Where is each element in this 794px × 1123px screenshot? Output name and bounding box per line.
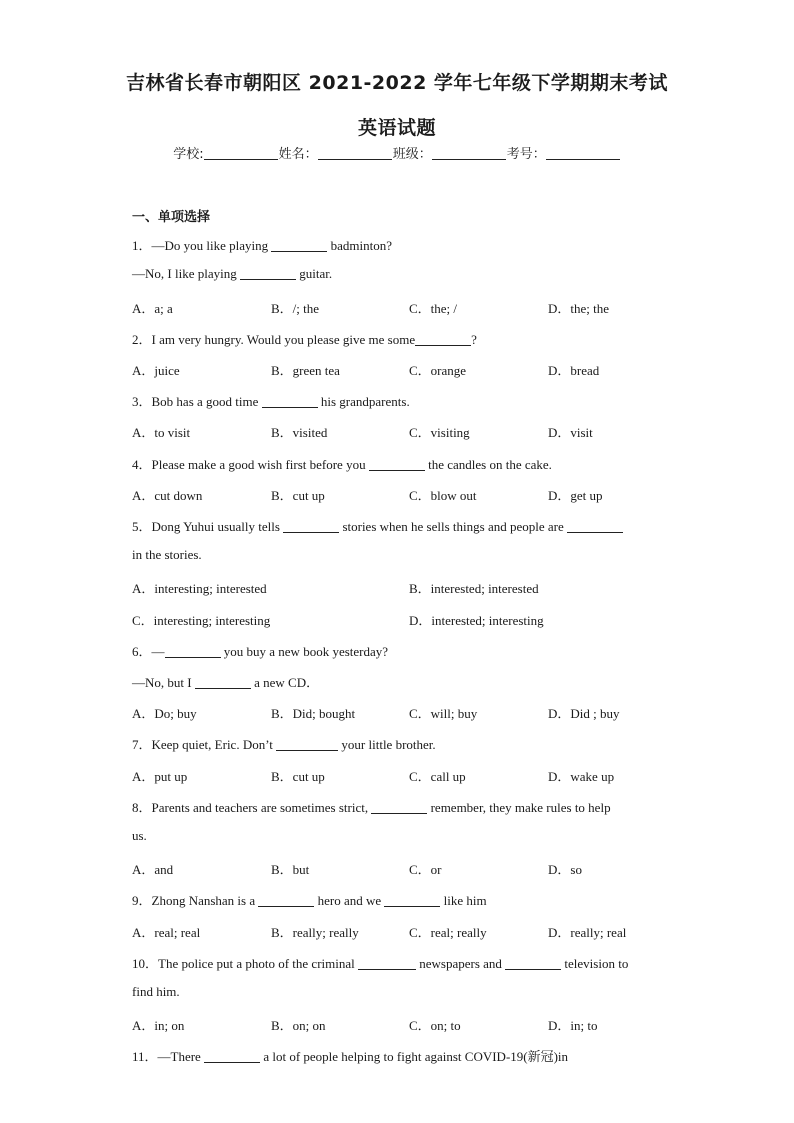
exam-number-label: 考号：	[506, 147, 546, 162]
question-10-option-c: C．on; to	[409, 1018, 461, 1033]
question-9-option-d: D．really; real	[548, 925, 627, 940]
exam-title: 吉林省长春市朝阳区 2021-2022 学年七年级下学期期末考试	[126, 72, 668, 94]
question-2-option-a: A．juice	[132, 363, 180, 378]
question-6-stem: 6．— you buy a new book yesterday?	[132, 644, 389, 659]
question-1-option-b: B．/; the	[271, 301, 320, 316]
answer-blank	[258, 894, 314, 907]
question-7-stem: 7．Keep quiet, Eric. Don’t your little brother.	[132, 737, 436, 752]
question-5-option-a: A．interesting; interested	[132, 581, 267, 596]
question-6-option-d: D．Did ; buy	[548, 706, 620, 721]
question-10-stem: 10．The police put a photo of the criminal newspapers and television to	[132, 956, 629, 971]
question-5-option-c: C．interesting; interesting	[132, 613, 271, 628]
question-6-option-b: B．Did; bought	[271, 706, 356, 721]
question-5-stem: 5．Dong Yuhui usually tells stories when he sells things and people are	[132, 516, 623, 535]
answer-blank	[358, 957, 416, 970]
question-10-option-b: B．on; on	[271, 1018, 326, 1033]
class-field[interactable]	[432, 147, 506, 160]
question-10-stem-line2: find him.	[132, 984, 180, 999]
question-5-stem-line2: in the stories.	[132, 547, 202, 562]
answer-blank	[204, 1050, 260, 1063]
school-field[interactable]	[204, 147, 278, 160]
answer-blank	[283, 520, 339, 533]
question-7-option-d: D．wake up	[548, 769, 615, 784]
question-8-option-a: A．and	[132, 862, 174, 877]
answer-blank	[165, 645, 221, 658]
question-8-option-c: C．or	[409, 862, 442, 877]
question-3-option-b: B．visited	[271, 425, 328, 440]
class-label: 班级：	[392, 147, 432, 162]
school-label: 学校:	[173, 147, 204, 162]
answer-blank	[567, 520, 623, 533]
answer-blank	[262, 395, 318, 408]
question-4-option-c: C．blow out	[409, 488, 477, 503]
question-9-option-b: B．really; really	[271, 925, 359, 940]
question-9-stem: 9．Zhong Nanshan is a hero and we like him	[132, 893, 487, 908]
section-title: 一、单项选择	[132, 210, 211, 225]
answer-blank	[371, 801, 427, 814]
answer-blank	[271, 239, 327, 252]
question-6-option-a: A．Do; buy	[132, 706, 197, 721]
exam-subtitle: 英语试题	[357, 117, 436, 139]
question-10-option-d: D．in; to	[548, 1018, 598, 1033]
question-4-option-d: D．get up	[548, 488, 603, 503]
question-2-option-c: C．orange	[409, 363, 467, 378]
answer-blank	[240, 267, 296, 280]
question-8-stem-line2: us.	[132, 828, 147, 843]
question-8-stem: 8．Parents and teachers are sometimes strict, remember, they make rules to help	[132, 800, 611, 815]
question-4-stem: 4．Please make a good wish first before you the candles on the cake.	[132, 457, 552, 472]
question-7-option-c: C．call up	[409, 769, 466, 784]
name-field[interactable]	[318, 147, 392, 160]
question-11-stem: 11．—There a lot of people helping to fight against COVID-19(新冠)in	[132, 1049, 569, 1064]
question-5-option-d: D．interested; interesting	[409, 613, 544, 628]
answer-blank	[384, 894, 440, 907]
question-7-option-b: B．cut up	[271, 769, 325, 784]
question-2-option-d: D．bread	[548, 363, 600, 378]
question-2-option-b: B．green tea	[271, 363, 340, 378]
answer-blank	[505, 957, 561, 970]
answer-blank	[415, 333, 471, 346]
question-4-option-b: B．cut up	[271, 488, 325, 503]
question-9-option-a: A．real; real	[132, 925, 201, 940]
exam-number-field[interactable]	[546, 147, 620, 160]
student-info-line	[0, 143, 794, 162]
question-3-option-a: A．to visit	[132, 425, 191, 440]
question-2-stem: 2．I am very hungry. Would you please give me some ?	[132, 332, 477, 347]
answer-blank	[369, 458, 425, 471]
question-5-option-b: B．interested; interested	[409, 581, 539, 596]
question-1-stem: 1．—Do you like playing badminton?	[132, 238, 393, 253]
answer-blank	[276, 738, 338, 751]
question-1-option-d: D．the; the	[548, 301, 610, 316]
question-1-stem-line2: —No, I like playing guitar.	[132, 266, 333, 281]
answer-blank	[195, 676, 251, 689]
question-9-option-c: C．real; really	[409, 925, 487, 940]
question-4-option-a: A．cut down	[132, 488, 203, 503]
question-3-option-d: D．visit	[548, 425, 593, 440]
question-3-option-c: C．visiting	[409, 425, 470, 440]
question-1-option-c: C．the; /	[409, 301, 458, 316]
question-6-option-c: C．will; buy	[409, 706, 478, 721]
question-7-option-a: A．put up	[132, 769, 188, 784]
question-3-stem: 3．Bob has a good time his grandparents.	[132, 394, 410, 409]
question-1-option-a: A．a; a	[132, 301, 173, 316]
question-10-option-a: A．in; on	[132, 1018, 185, 1033]
name-label: 姓名：	[278, 147, 318, 162]
question-6-stem-line2: —No, but I a new CD．	[132, 675, 320, 690]
question-8-option-b: B．but	[271, 862, 310, 877]
question-8-option-d: D．so	[548, 862, 582, 877]
